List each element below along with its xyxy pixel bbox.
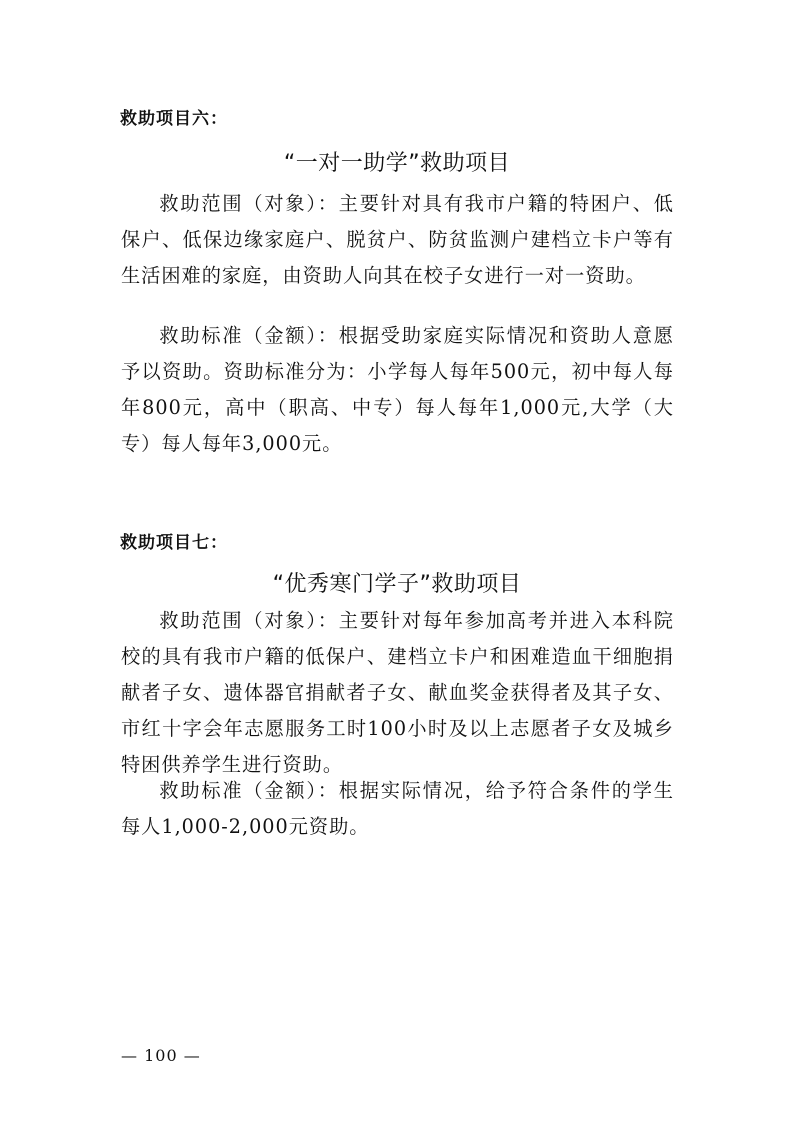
page-number: — 100 —	[121, 1046, 201, 1065]
section-7-title: “优秀寒门学子”救助项目	[272, 572, 522, 597]
section-7-label: 救助项目七：	[120, 533, 228, 553]
section-6-scope-paragraph: 救助范围（对象）：主要针对具有我市户籍的特困户、低保户、低保边缘家庭户、脱贫户、防贫监测户建档立卡户等有生活困难的家庭，由资助人向其在校子女进行一对一资助。	[121, 192, 674, 287]
section-7-standard-paragraph: 救助标准（金额）：根据实际情况，给予符合条件的学生每人1,000-2,000元资助。	[121, 779, 674, 838]
section-6-standard-paragraph: 救助标准（金额）：根据受助家庭实际情况和资助人意愿予以资助。资助标准分为：小学每人每年500元，初中每人每年800元，高中（职高、中专）每人每年1,000元,大学（大专）每人每年3,000元。	[121, 324, 674, 455]
section-7-scope-paragraph: 救助范围（对象）：主要针对每年参加高考并进入本科院校的具有我市户籍的低保户、建档立卡户和困难造血干细胞捐献者子女、遗体器官捐献者子女、献血奖金获得者及其子女、市红十字会年志愿服务工时100小时及以上志愿者子女及城乡特困供养学生进行资助。	[121, 609, 674, 776]
section-6-title: “一对一助学”救助项目	[283, 151, 511, 176]
section-6-label: 救助项目六：	[120, 109, 228, 129]
